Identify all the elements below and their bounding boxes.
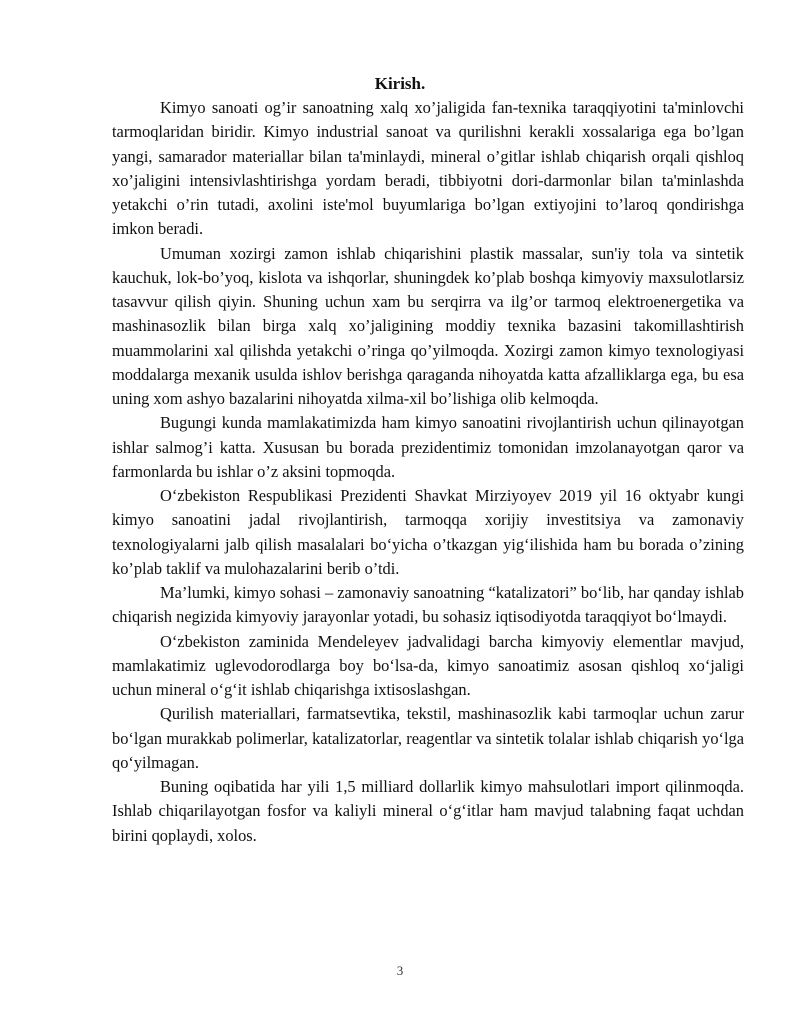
paragraph: Kimyo sanoati og’ir sanoatning xalq xo’jaligida fan-texnika taraqqiyotini ta'minlovchi tarmoqlaridan biridir. Kimyo industrial sanoat va qurilishni kerakli xossalariga ega bo’lgan yangi, samarador materiallar bilan ta'minlaydi, mineral o’gitlar ishlab chiqarish orqali qishloq xo’jaligini intensivlashtirishga yordam beradi, tibbiyotni dori-darmonlar bilan ta'minlashda yetakchi o’rin tutadi, axolini iste'mol buyumlariga bo’lgan extiyojini to’laroq qondirishga imkon beradi. [112,98,744,239]
page-number: 3 [396,963,404,978]
paragraph: Bugungi kunda mamlakatimizda ham kimyo sanoatini rivojlantirish uchun qilinayotgan ishlar salmog’i katta. Xususan bu borada prezidentimiz tomonidan imzolanayotgan qaror va farmonlarda bu ishlar o’z aksini topmoqda. [112,413,744,481]
paragraph: Umuman xozirgi zamon ishlab chiqarishini plastik massalar, sun'iy tola va sintetik kauchuk, lok-bo’yoq, kislota va ishqorlar, shuningdek ko’plab boshqa kimyoviy maxsulotlarsiz tasavvur qilish qiyin. Shuning uchun xam bu serqirra va ilg’or tarmoq elektroenergetika va mashinasozlik bilan birga xalq xo’jaligining moddiy texnika bazasini takomillashtirish muammolarini xal qilishda yetakchi o’ringa qo’yilmoqda. Xozirgi zamon kimyo texnologiyasi moddalarga mexanik usulda ishlov berishga qaraganda nihoyatda katta afzalliklarga ega, bu esa uning xom ashyo bazalarini nihoyatda xilma-xil bo’lishiga olib kelmoqda. [112,243,744,408]
paragraph: Qurilish materiallari, farmatsevtika, tekstil, mashinasozlik kabi tarmoqlar uchun zarur bo‘lgan murakkab polimerlar, katalizatorlar, reagentlar va sintetik tolalar ishlab chiqarish yo‘lga qo‘yilmagan. [112,704,744,772]
paragraph: Ma’lumki, kimyo sohasi – zamonaviy sanoatning “katalizatori” bo‘lib, har qanday ishlab chiqarish negizida kimyoviy jarayonlar yotadi, bu sohasiz iqtisodiyotda taraqqiyot bo‘lmaydi. [112,583,744,627]
paragraph: O‘zbekiston zaminida Mendeleyev jadvalidagi barcha kimyoviy elementlar mavjud, mamlakatimiz uglevodorodlarga boy bo‘lsa-da, kimyo sanoatimiz asosan qishloq xo‘jaligi uchun mineral o‘g‘it ishlab chiqarishga ixtisoslashgan. [112,631,744,699]
page-title: Kirish. [374,74,426,93]
paragraph: O‘zbekiston Respublikasi Prezidenti Shavkat Mirziyoyev 2019 yil 16 oktyabr kungi kimyo sanoatini jadal rivojlantirish, tarmoqqa xorijiy investitsiya va zamonaviy texnologiyalarni jalb qilish masalalari bo‘yicha o’tkazgan yig‘ilishida ham bu borada o’zining ko’plab taklif va mulohazalarini berib o’tdi. [112,486,744,578]
paragraph: Buning oqibatida har yili 1,5 milliard dollarlik kimyo mahsulotlari import qilinmoqda. Ishlab chiqarilayotgan fosfor va kaliyli mineral o‘g‘itlar ham mavjud talabning faqat uchdan birini qoplaydi, xolos. [112,777,744,845]
body-text [112,96,744,848]
